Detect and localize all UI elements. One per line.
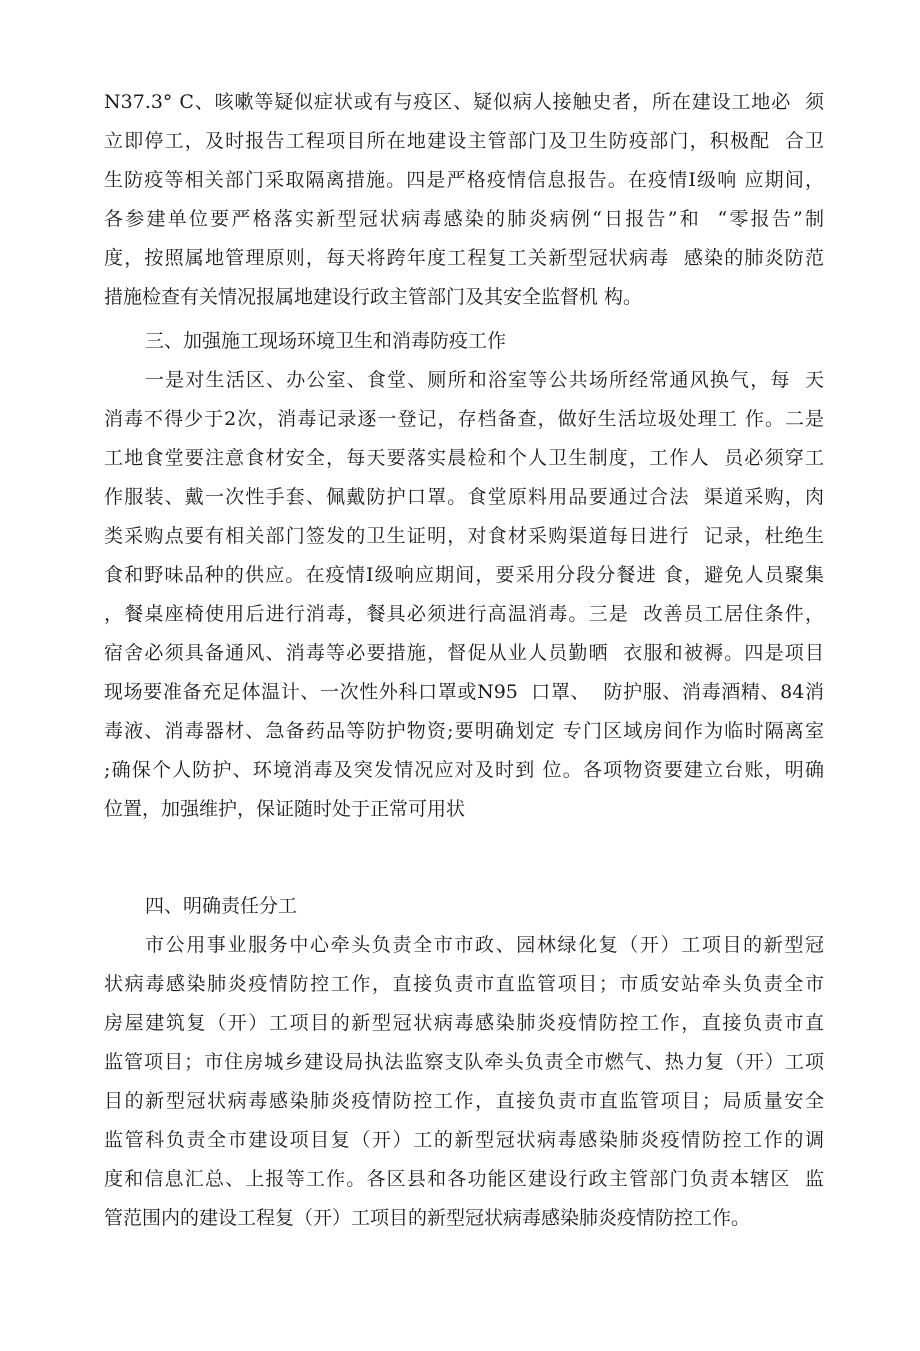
text-line: 监管项目；市住房城乡建设局执法监察支队牵头负责全市燃气、热力复（开）工项 xyxy=(104,1051,824,1073)
text-line: 宿舍必须具备通风、消毒等必要措施，督促从业人员勤晒 衣服和被褥。四是项目 xyxy=(104,642,824,664)
text-line: 度，按照属地管理原则，每天将跨年度工程复工关新型冠状病毒 感染的肺炎防范 xyxy=(104,247,824,269)
text-line: 生防疫等相关部门采取隔离措施。四是严格疫情信息报告。在疫情I级响 应期间， xyxy=(104,169,824,191)
text-line: 度和信息汇总、上报等工作。各区县和各功能区建设行政主管部门负责本辖区 监 xyxy=(104,1168,824,1190)
text-line: 各参建单位要严格落实新型冠状病毒感染的肺炎病例“日报告”和 “零报告”制 xyxy=(104,208,824,230)
text-line: 一是对生活区、办公室、食堂、厕所和浴室等公共场所经常通风换气，每 天 xyxy=(145,369,824,391)
text-line: 消毒不得少于2次，消毒记录逐一登记，存档备查，做好生活垃圾处理工 作。二是 xyxy=(104,408,824,430)
text-line: 措施检查有关情况报属地建设行政主管部门及其安全监督机 构。 xyxy=(104,286,643,308)
text-line: 作服装、戴一次性手套、佩戴防护口罩。食堂原料用品要通过合法 渠道采购，肉 xyxy=(104,486,824,508)
text-line: 食和野味品种的供应。在疫情I级响应期间，要采用分段分餐进 食，避免人员聚集 xyxy=(104,564,824,586)
text-line: 现场要准备充足体温计、一次性外科口罩或N95 口罩、 防护服、消毒酒精、84消 xyxy=(104,681,824,703)
text-line: 工地食堂要注意食材安全，每天要落实晨检和个人卫生制度，工作人 员必须穿工 xyxy=(104,447,824,469)
text-line: ，餐桌座椅使用后进行消毒，餐具必须进行高温消毒。三是 改善员工居住条件， xyxy=(104,603,824,625)
text-line: 立即停工，及时报告工程项目所在地建设主管部门及卫生防疫部门，积极配 合卫 xyxy=(104,130,824,152)
text-line: 监管科负责全市建设项目复（开）工的新型冠状病毒感染肺炎疫情防控工作的调 xyxy=(104,1129,824,1151)
text-line: ;确保个人防护、环境消毒及突发情况应对及时到 位。各项物资要建立台账，明确 xyxy=(104,759,824,781)
text-line: 目的新型冠状病毒感染肺炎疫情防控工作，直接负责市直监管项目；局质量安全 xyxy=(104,1090,824,1112)
text-line: N37.3° C、咳嗽等疑似症状或有与疫区、疑似病人接触史者，所在建设工地必 须 xyxy=(104,91,824,113)
section-heading: 四、明确责任分工 xyxy=(145,895,298,917)
text-line: 状病毒感染肺炎疫情防控工作，直接负责市直监管项目；市质安站牵头负责全市 xyxy=(104,973,824,995)
text-line: 位置，加强维护，保证随时处于正常可用状 xyxy=(104,798,466,820)
text-line: 管范围内的建设工程复（开）工项目的新型冠状病毒感染肺炎疫情防控工作。 xyxy=(104,1207,751,1229)
section-heading: 三、加强施工现场环境卫生和消毒防疫工作 xyxy=(145,330,507,352)
text-line: 房屋建筑复（开）工项目的新型冠状病毒感染肺炎疫情防控工作，直接负责市直 xyxy=(104,1012,824,1034)
text-line: 毒液、消毒器材、急备药品等防护物资;要明确划定 专门区域房间作为临时隔离室 xyxy=(104,720,824,742)
text-line: 类采购点要有相关部门签发的卫生证明，对食材采购渠道每日进行 记录，杜绝生 xyxy=(104,525,824,547)
text-line: 市公用事业服务中心牵头负责全市市政、园林绿化复（开）工项目的新型冠 xyxy=(145,934,824,956)
